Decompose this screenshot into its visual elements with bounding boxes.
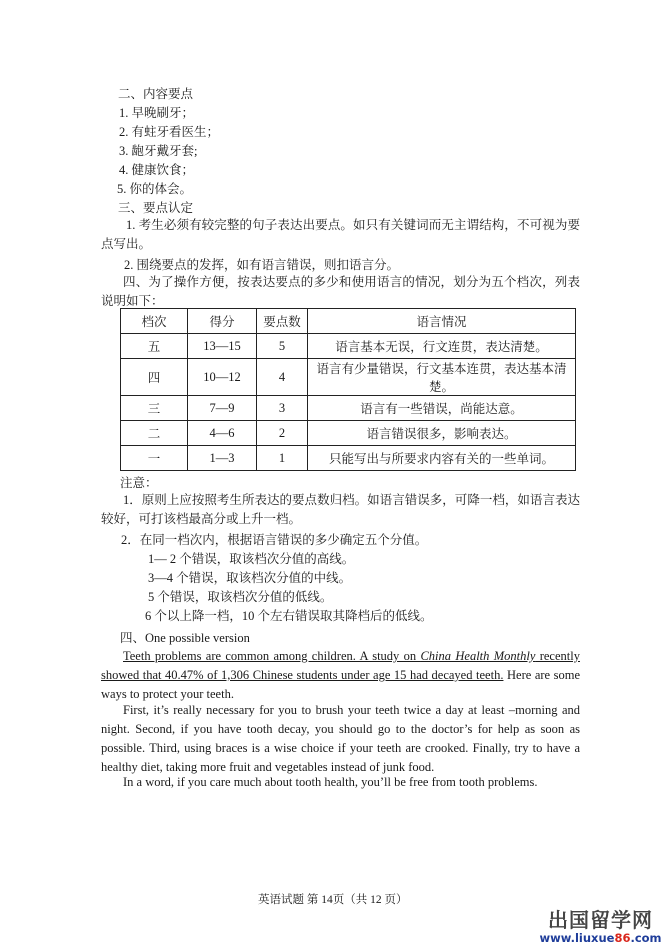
underlined-text: recently showed that 40.47% of 1,306 Chinese students under age 15 had decayed teeth. <box>101 649 580 682</box>
essay-paragraph-1 <box>101 647 580 704</box>
cell-points: 1 <box>257 446 308 471</box>
header-points: 要点数 <box>257 309 308 334</box>
note-sub-4: 6 个以上降一档，10 个左右错误取其降档后的低线。 <box>145 609 433 623</box>
note-1: 1．原则上应按照考生所表达的要点数归档。如语言错误多，可降一档，如语言表达较好，可打该档最高分或上升一档。 <box>101 493 580 526</box>
cell-level: 一 <box>121 446 188 471</box>
section3-point-2: 2. 围绕要点的发挥，如有语言错误，则扣语言分。 <box>124 258 400 272</box>
cell-points: 2 <box>257 421 308 446</box>
note-sub-1: 1— 2 个错误，取该档次分值的高线。 <box>148 552 355 566</box>
table-row <box>121 421 576 446</box>
cell-score: 1—3 <box>188 446 257 471</box>
cell-language: 语言有少量错误，行文基本连贯，表达基本清楚。 <box>308 359 576 396</box>
cell-language: 只能写出与所要求内容有关的一些单词。 <box>308 446 576 471</box>
section2-title: 二、内容要点 <box>118 87 194 101</box>
section4-intro: 四、为了操作方便，按表达要点的多少和使用语言的情况，划分为五个档次，列表说明如下： <box>101 275 580 308</box>
header-level: 档次 <box>121 309 188 334</box>
content-point-3: 3. 龅牙戴牙套; <box>119 144 198 158</box>
content-point-2: 2. 有蛀牙看医生； <box>119 125 220 139</box>
header-score: 得分 <box>188 309 257 334</box>
cell-score: 4—6 <box>188 421 257 446</box>
cell-score: 13—15 <box>188 334 257 359</box>
cell-points: 5 <box>257 334 308 359</box>
cell-points: 4 <box>257 359 308 396</box>
section3-point-1: 1. 考生必须有较完整的句子表达出要点。如只有关键词而无主谓结构，不可视为要点写出。 <box>101 218 580 251</box>
essay-text: Here are some ways to protect your teeth. <box>101 668 581 701</box>
note-sub-3: 5 个错误，取该档次分值的低线。 <box>148 590 333 604</box>
watermark-logo <box>533 909 668 945</box>
notes-title: 注意： <box>120 476 158 490</box>
cell-level: 五 <box>121 334 188 359</box>
version-title: 四、One possible version <box>120 631 250 645</box>
table-row <box>121 359 576 396</box>
cell-language: 语言错误很多，影响表达。 <box>308 421 576 446</box>
essay-paragraph-2: First, it’s really necessary for you to brush your teeth twice a day at least –morning and night. Second, if you have tooth decay, you should go to the doctor’s for help as soon as possible. Third, using braces is a wise choice if your teeth are crooked. Finally, try to have a healthy diet, taking more fruit and vegetables instead of junk food. <box>101 703 580 774</box>
table-row <box>121 334 576 359</box>
header-language: 语言情况 <box>308 309 576 334</box>
url-part: www.liuxue <box>539 931 615 945</box>
underlined-text: Teeth problems are common among children. A study on <box>123 649 421 663</box>
table-row <box>121 446 576 471</box>
cell-level: 三 <box>121 396 188 421</box>
cell-score: 10—12 <box>188 359 257 396</box>
table-row <box>121 396 576 421</box>
url-highlight: 86 <box>614 931 631 945</box>
page-footer: 英语试题 第 14页（共 12 页） <box>258 894 408 906</box>
cell-language: 语言有一些错误，尚能达意。 <box>308 396 576 421</box>
content-point-4: 4. 健康饮食； <box>119 163 195 177</box>
watermark-url <box>533 931 668 945</box>
watermark-cn: 出国留学网 <box>548 908 653 932</box>
url-part: .com <box>630 931 662 945</box>
cell-level: 四 <box>121 359 188 396</box>
grading-table <box>120 308 576 471</box>
cell-points: 3 <box>257 396 308 421</box>
content-point-5: 5. 你的体会。 <box>117 182 193 196</box>
cell-language: 语言基本无误，行文连贯，表达清楚。 <box>308 334 576 359</box>
note-2: 2．在同一档次内，根据语言错误的多少确定五个分值。 <box>121 533 428 547</box>
table-header-row <box>121 309 576 334</box>
content-point-1: 1. 早晚刷牙； <box>119 106 195 120</box>
essay-paragraph-3: In a word, if you care much about tooth health, you’ll be free from tooth problems. <box>123 775 538 789</box>
journal-title: China Health Monthly <box>420 649 536 663</box>
section3-title: 三、要点认定 <box>118 201 194 215</box>
note-sub-2: 3—4 个错误，取该档次分值的中线。 <box>148 571 352 585</box>
cell-level: 二 <box>121 421 188 446</box>
cell-score: 7—9 <box>188 396 257 421</box>
